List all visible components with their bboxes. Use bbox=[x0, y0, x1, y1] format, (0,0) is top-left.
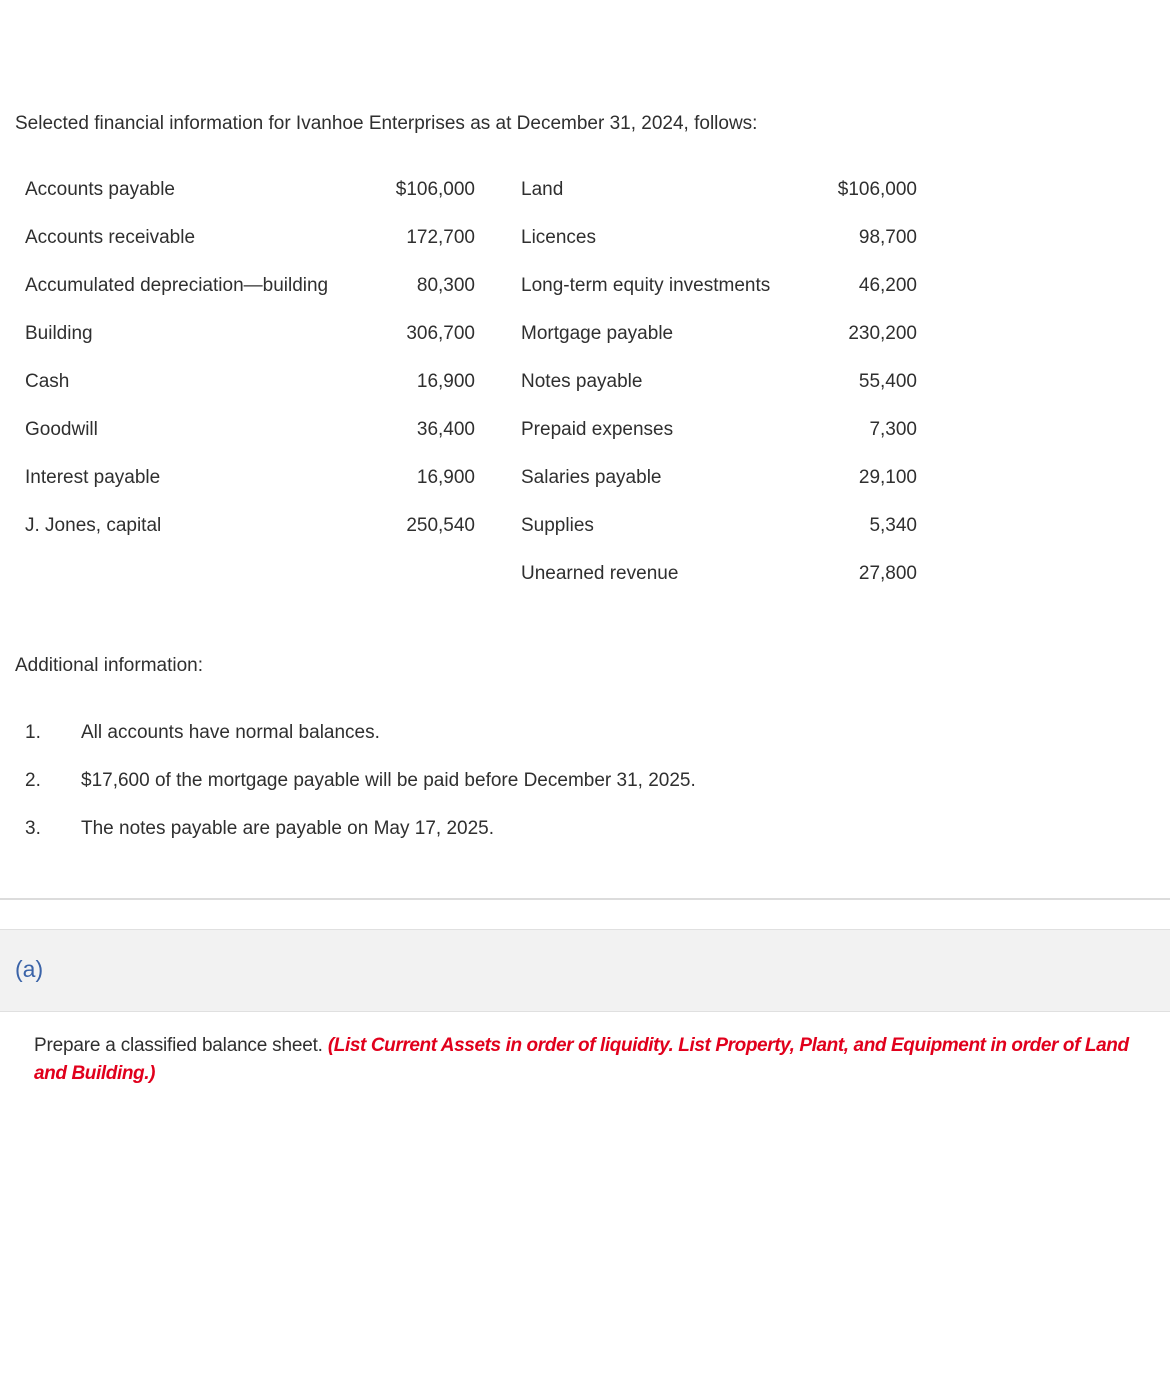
account-amount: 16,900 bbox=[416, 467, 475, 488]
list-item-text: The notes payable are payable on May 17, 2025. bbox=[81, 818, 495, 839]
list-item-text: All accounts have normal balances. bbox=[81, 722, 380, 743]
account-amount: 230,200 bbox=[848, 323, 917, 344]
account-name: Accounts receivable bbox=[25, 227, 196, 248]
list-item bbox=[25, 758, 696, 806]
account-amount: 46,200 bbox=[858, 275, 917, 296]
account-name: Accumulated depreciation—building bbox=[25, 275, 329, 296]
table-row bbox=[10, 358, 917, 406]
part-header-bar bbox=[0, 929, 1170, 1012]
table-row bbox=[10, 406, 917, 454]
account-amount bbox=[380, 550, 475, 598]
account-name: Building bbox=[25, 323, 93, 344]
account-amount: 98,700 bbox=[858, 227, 917, 248]
account-amount: 29,100 bbox=[858, 467, 917, 488]
intro-text: Selected financial information for Ivanhoe Enterprises as at December 31, 2024, follows: bbox=[15, 113, 758, 134]
table-row bbox=[10, 454, 917, 502]
list-item-number: 3. bbox=[25, 818, 41, 839]
account-name: Long-term equity investments bbox=[521, 275, 771, 296]
financial-info-table bbox=[10, 166, 917, 598]
account-name: Mortgage payable bbox=[521, 323, 674, 344]
account-name: Goodwill bbox=[25, 419, 98, 440]
table-row bbox=[10, 502, 917, 550]
table-row bbox=[10, 262, 917, 310]
account-amount: 250,540 bbox=[406, 515, 475, 536]
additional-info-list bbox=[25, 710, 696, 854]
account-amount: 172,700 bbox=[406, 227, 475, 248]
account-amount: 16,900 bbox=[416, 371, 475, 392]
account-name: Unearned revenue bbox=[521, 563, 679, 584]
list-item bbox=[25, 710, 696, 758]
account-amount: $106,000 bbox=[837, 179, 917, 200]
account-amount: 7,300 bbox=[869, 419, 917, 440]
instruction-main: Prepare a classified balance sheet. bbox=[34, 1035, 323, 1056]
account-amount: 27,800 bbox=[858, 563, 917, 584]
account-name bbox=[10, 550, 380, 598]
account-name: J. Jones, capital bbox=[25, 515, 162, 536]
table-row bbox=[10, 166, 917, 214]
list-item bbox=[25, 806, 696, 854]
table-row bbox=[10, 214, 917, 262]
table-row bbox=[10, 310, 917, 358]
list-item-number: 2. bbox=[25, 770, 41, 791]
account-amount: $106,000 bbox=[395, 179, 475, 200]
account-name: Supplies bbox=[521, 515, 594, 536]
account-name: Notes payable bbox=[521, 371, 643, 392]
account-name: Interest payable bbox=[25, 467, 161, 488]
part-label: (a) bbox=[15, 956, 44, 982]
instruction-text bbox=[34, 1032, 1144, 1088]
table-row bbox=[10, 550, 917, 598]
account-name: Prepaid expenses bbox=[521, 419, 674, 440]
account-amount: 55,400 bbox=[858, 371, 917, 392]
account-amount: 306,700 bbox=[406, 323, 475, 344]
section-divider bbox=[0, 898, 1170, 900]
account-amount: 36,400 bbox=[416, 419, 475, 440]
list-item-number: 1. bbox=[25, 722, 41, 743]
account-name: Accounts payable bbox=[25, 179, 175, 200]
account-amount: 80,300 bbox=[416, 275, 475, 296]
list-item-text: $17,600 of the mortgage payable will be paid before December 31, 2025. bbox=[81, 770, 696, 791]
account-amount: 5,340 bbox=[869, 515, 917, 536]
account-name: Cash bbox=[25, 371, 70, 392]
account-name: Land bbox=[521, 179, 564, 200]
account-name: Salaries payable bbox=[521, 467, 662, 488]
instruction-hint: (List Current Assets in order of liquidity. List Property, Plant, and Equipment in order of Land and Building.) bbox=[34, 1035, 1129, 1084]
account-name: Licences bbox=[521, 227, 596, 248]
additional-info-heading: Additional information: bbox=[15, 655, 203, 676]
